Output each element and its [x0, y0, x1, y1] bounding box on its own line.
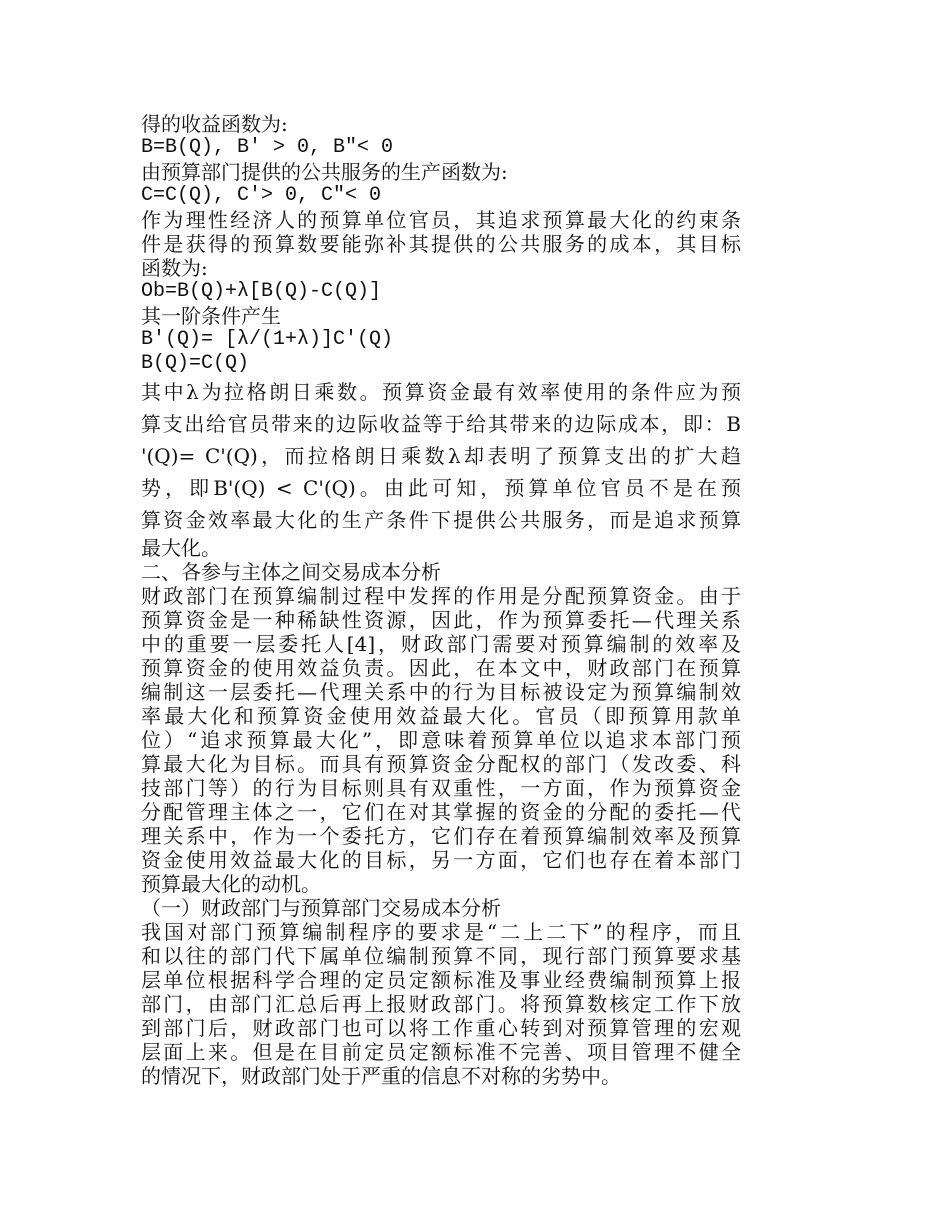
text-line: 和以往的部门代下属单位编制预算不同，现行部门预算要求基 [141, 944, 741, 968]
text-line: 编制这一层委托—代理关系中的行为目标被设定为预算编制效 [141, 680, 741, 704]
text-line: 到部门后，财政部门也可以将工作重心转到对预算管理的宏观 [141, 1016, 741, 1040]
text-line: 率最大化和预算资金使用效益最大化。官员（即预算用款单 [141, 704, 741, 728]
text-line: 中的重要一层委托人[4]，财政部门需要对预算编制的效率及 [141, 632, 741, 656]
formula-line: B=B(Q), B' > 0, B"< 0 [141, 136, 394, 159]
text-line: 其一阶条件产生 [141, 304, 281, 328]
text-line: 预算资金的使用效益负责。因此，在本文中，财政部门在预算 [141, 656, 741, 680]
formula-line: B(Q)=C(Q) [141, 352, 250, 375]
text-line: 层面上来。但是在目前定员定额标准不完善、项目管理不健全 [141, 1040, 741, 1064]
text-line: 算资金效率最大化的生产条件下提供公共服务，而是追求预算 [141, 508, 741, 532]
text-line: 件是获得的预算数要能弥补其提供的公共服务的成本，其目标 [141, 232, 741, 256]
text-line: 技部门等）的行为目标则具有双重性，一方面，作为预算资金 [141, 776, 741, 800]
text-line: 预算资金是一种稀缺性资源，因此，作为预算委托—代理关系 [141, 608, 741, 632]
text-line: 位）“追求预算最大化”，即意味着预算单位以追求本部门预 [141, 728, 741, 752]
text-line: 其中λ为拉格朗日乘数。预算资金最有效率使用的条件应为预 [141, 380, 741, 404]
text-line: 最大化。 [141, 536, 221, 560]
text-line: 理关系中，作为一个委托方，它们存在着预算编制效率及预算 [141, 824, 741, 848]
text-line: 部门，由部门汇总后再上报财政部门。将预算数核定工作下放 [141, 992, 741, 1016]
text-line: 预算最大化的动机。 [141, 872, 321, 896]
formula-line: B'(Q)= [λ/(1+λ)]C'(Q) [141, 328, 394, 351]
text-line: 财政部门在预算编制过程中发挥的作用是分配预算资金。由于 [141, 584, 741, 608]
document-body [141, 112, 741, 1088]
text-line: 我国对部门预算编制程序的要求是“二上二下”的程序，而且 [141, 920, 741, 944]
text-line: 算最大化为目标。而具有预算资金分配权的部门（发改委、科 [141, 752, 741, 776]
text-line: 作为理性经济人的预算单位官员，其追求预算最大化的约束条 [141, 208, 741, 232]
text-line: 资金使用效益最大化的目标，另一方面，它们也存在着本部门 [141, 848, 741, 872]
text-line: 算支出给官员带来的边际收益等于给其带来的边际成本，即：B [141, 412, 741, 436]
text-line: 函数为: [141, 256, 208, 280]
text-line: 由预算部门提供的公共服务的生产函数为: [141, 160, 508, 184]
text-line: 势，即B'(Q) < C'(Q)。由此可知，预算单位官员不是在预 [141, 476, 741, 500]
text-line: '(Q)= C'(Q)，而拉格朗日乘数λ却表明了预算支出的扩大趋 [141, 444, 741, 468]
formula-line: C=C(Q), C'> 0, C"< 0 [141, 184, 382, 207]
text-line: 得的收益函数为: [141, 112, 288, 136]
formula-line: Ob=B(Q)+λ[B(Q)-C(Q)] [141, 280, 382, 303]
text-line: 的情况下，财政部门处于严重的信息不对称的劣势中。 [141, 1064, 621, 1088]
text-line: 层单位根据科学合理的定员定额标准及事业经费编制预算上报 [141, 968, 741, 992]
text-line: 分配管理主体之一，它们在对其掌握的资金的分配的委托—代 [141, 800, 741, 824]
text-line: 二、各参与主体之间交易成本分析 [141, 560, 441, 584]
text-line: （一）财政部门与预算部门交易成本分析 [141, 896, 501, 920]
